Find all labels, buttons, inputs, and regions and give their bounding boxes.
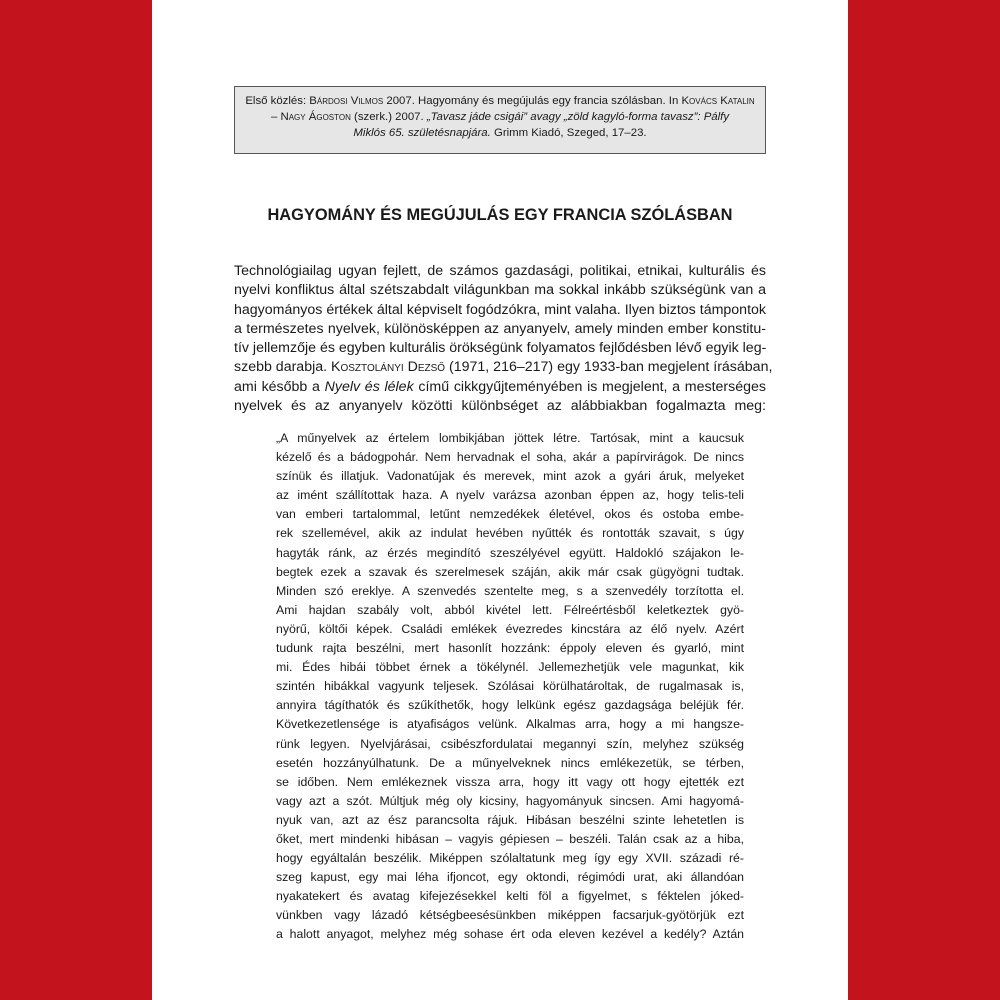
quote-line: az imént szállítottak haza. A nyelv varázsa azonban éppen az, hogy telis-teli (276, 488, 744, 503)
intro-paragraph (234, 262, 773, 416)
cited-author: Kosztolányi Dezső (331, 359, 446, 376)
quote-line: Ami hajdan szabály volt, abból kivétel lett. Félreértésből keletkeztek gyö- (276, 602, 744, 617)
quote-line: szintén hibákkal vagyunk teljesek. Szólásai körülhatároltak, de rugalmasak is, (276, 679, 744, 694)
source-article: 2007. Hagyomány és megújulás egy francia szólásban. In (383, 95, 682, 107)
quote-line: rek szellemével, akik az indulat hevében nyűtték és rontották szavait, s úgy (276, 526, 744, 541)
quote-line: Minden szó ereklye. A szenvedés szentelte meg, s a szenvedély torzította el. (276, 583, 744, 598)
quote-line: esetén hozzányúlhatunk. De a műnyelveknek nincs emlékezetük, se térben, (276, 755, 744, 770)
source-prefix: Első közlés: (245, 95, 310, 107)
quote-line: mi. Édes hibái többet érnek a tökélynél. Jellemezhetjük vele magunkat, kik (276, 660, 744, 675)
quote-line: hagyták ránk, az érzés megindító szeszélyével együtt. Haldokló szájakon le- (276, 545, 744, 560)
source-author: Bárdosi Vilmos (309, 95, 384, 107)
quote-line: rünk legyen. Nyelvjárásai, csibészfordulatai megannyi szín, melyhez szükség (276, 736, 744, 751)
quote-line: színük és illatjuk. Vadonatújak és merevek, mint azok a gyári áruk, melyeket (276, 469, 744, 484)
quote-line: vünkben vagy lázadó kétségbeesésünkben miképpen facsarjuk-gyötörjük ezt (276, 908, 744, 923)
source-editor-1: Kovács Katalin (681, 95, 755, 107)
first-publication-box (234, 86, 766, 154)
paragraph-line: nyelvek és az anyanyelv közötti különbséget az alábbiakban fogalmazta meg: (234, 398, 766, 415)
block-quote (276, 429, 744, 945)
quote-line: hogy egyáltalán beszélik. Miképpen szólaltatunk meg így egy XVII. századi ré- (276, 851, 744, 866)
quote-line: begtek ezek a szavak és szerelmesek száján, akik már csak gügyögni tudtak. (276, 564, 744, 579)
line-text: szebb darabja. (234, 359, 332, 376)
source-editor-2: Nagy Ágoston (280, 111, 351, 124)
paragraph-line: hagyományos értékek által képviselt fogódzókra, mint valaha. Ilyen biztos támpontok (234, 301, 766, 318)
quote-line: nyuk van, azt az ész parancsolta rájuk. Hibásan beszélni szinte lehetetlen is (276, 812, 744, 827)
quote-line: annyira tágíthatók és szűkíthetők, hogy lelkünk egész gazdagsága beléjük fér. (276, 698, 744, 713)
quote-line: vagy azt a szót. Múltjuk még oly kicsiny, hagyományuk sincsen. Ami hagyomá- (276, 793, 744, 808)
source-dash: – (270, 111, 281, 124)
paragraph-line: Technológiailag ugyan fejlett, de számos gazdasági, politikai, etnikai, kulturális és (234, 263, 766, 279)
article-title: HAGYOMÁNY ÉS MEGÚJULÁS EGY FRANCIA SZÓLÁSBAN (267, 206, 733, 224)
quote-line: nyörű, költői képek. Családi emlékek évezredes kincstára az élő nyelv. Azért (276, 621, 744, 636)
source-book-title-2: Miklós 65. születésnapjára. (353, 127, 491, 140)
line-text: ami később a (234, 378, 325, 395)
quote-line: Következetlensége is atyafiságos velünk. Alkalmas arra, hogy a mi hangsze- (276, 717, 744, 732)
paragraph-line (234, 358, 773, 377)
quote-line: a halott anyagot, melyhez még sohase ért oda eleven kezével a kedély? Aztán (276, 927, 744, 942)
paragraph-line: a természetes nyelvek, különösképpen az anyanyelv, amely minden ember konstitu- (234, 320, 766, 337)
quote-line: szeg kapust, egy mai léha ifjoncot, egy oktondi, régimódi urat, aki állandóan (276, 870, 744, 885)
line-text: című cikkgyűjteményében is megjelent, a mesterséges (413, 378, 766, 395)
paragraph-line: nyelvi konfliktus által szétszabdalt világunkban ma sokkal inkább szükségünk van a (234, 282, 766, 299)
source-book-title-1: „Tavasz jáde csigái” avagy „zöld kagyló-forma tavasz”: Pálfy (426, 111, 730, 124)
quote-line: se időben. Nem emlékeznek vissza arra, hogy itt vagy ott hogy ejtették ezt (276, 774, 744, 789)
quote-line: nyakatekert és avatag kifejezésekkel kelti föl a figyelmet, s féktelen jóked- (276, 889, 744, 904)
document-page (152, 0, 848, 1000)
quote-line: őket, mert mindenki hibásan – vagyis gépiesen – beszéli. Talán csak az a hiba, (276, 831, 744, 846)
line-text: (1971, 216–217) egy 1933-ban megjelent írásában, (445, 359, 773, 376)
quote-line: „A műnyelvek az értelem lombikjában jöttek létre. Tartósak, mint a kaucsuk (276, 431, 744, 445)
paragraph-line (234, 378, 766, 397)
source-year: (szerk.) 2007. (350, 111, 427, 124)
paragraph-line: tív jellemzője és egyben kulturális örökségünk folyamatos fejlődésben lévő egyik leg- (234, 340, 767, 357)
quote-line: tudunk rajta beszélni, mert hasonlít hozzánk: éppoly eleven és gyarló, mint (276, 641, 744, 656)
source-publisher: Grimm Kiadó, Szeged, 17–23. (490, 127, 647, 140)
quote-line: van emberi tartalommal, letűnt nemzedékek életével, okos és ostoba embe- (276, 507, 744, 522)
quote-line: kézelő és a bádogpohár. Nem hervadnak el soha, akár a papírvirágok. De nincs (276, 450, 744, 465)
cited-work-title: Nyelv és lélek (324, 378, 414, 395)
